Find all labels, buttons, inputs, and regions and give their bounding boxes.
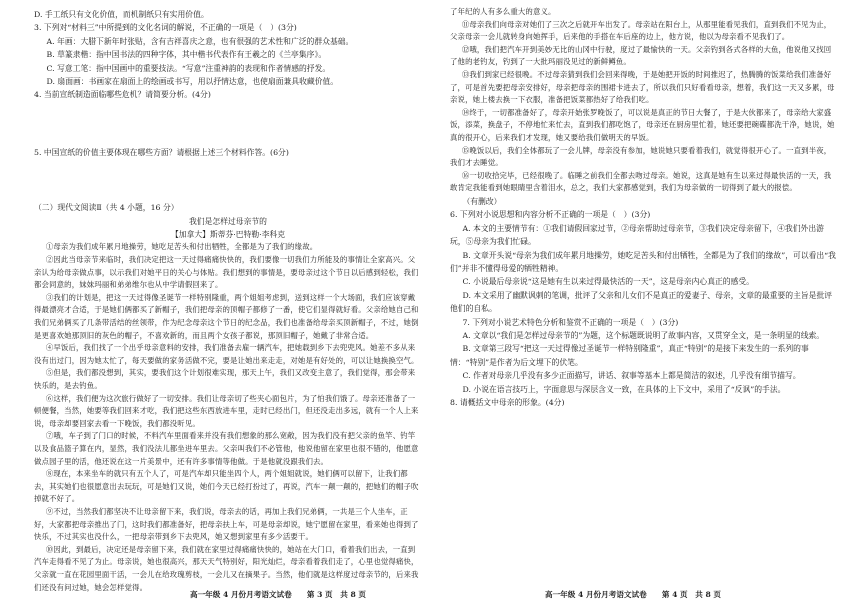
q6-stem: 6. 下列对小说思想和内容分析不正确的一项是（ ）(3分) <box>450 210 651 220</box>
q3-option-a: A. 年画：大腊下新年时张贴，含有吉祥喜庆之意，也有很强的艺术性和广泛的群众基础。 <box>46 36 354 46</box>
story-paragraph: ⑮晚饭以后，我们全体都玩了一会儿牌，母亲没有参加，她说她只要看着我们，就觉得很开心了。一直到半夜，我们才去睡觉。 <box>450 145 832 168</box>
story-paragraph: ③我们的计划是，把这一天过得像圣诞节一样特别隆重，两个姐姐考虑到，送到这样一个大场面，我们应该穿戴得最漂亮才合适，于是她们俩都买了新帽子，我们把母亲的顶帽子都修了一番，使它们显得就好看。父亲给她自己和我们兄弟俩买了几条带活结的丝领带，作为纪念母亲这个节日的纪念品，我们也准备给母亲买顶新帽子，不过，她倒是更喜欢她那顶旧的灰色的帽子，不喜欢新的，而且两个女孩子都说，那顶旧帽子，她戴了非常合适。 <box>34 292 419 340</box>
story-paragraph: ①母亲为我们成年累月地操劳，她吃足苦头和付出牺牲，全都是为了我们的缘故。 <box>45 242 318 252</box>
edit-note: （有删改） <box>462 196 502 206</box>
q8-stem: 8. 请概括文中母亲的形象。(4分) <box>450 398 565 407</box>
q6-option-c: C. 小说最后母亲说“这是她有生以来过得最快活的一天”，这是母亲内心真正的感受。 <box>462 277 754 287</box>
story-paragraph: ⑨不过，当然我们都坚决不让母亲留下来，我们说，母亲去的话，再加上我们兄弟俩，一共是三个人坐车，正好，大家都把母亲推出了门，这时我们都准备好，把母亲扶上车，可是母亲却说，她宁愿留在家里，看来她也得到了快乐，不过其实也没什么，一把母亲带到乡下去兜风，她又想到家里有多少活要干。 <box>34 506 419 542</box>
q2-option-d: D. 手工纸只有文化价值，而机制纸只有实用价值。 <box>34 10 209 19</box>
q3-option-c: C. 写意工笔：指中国画中的重要技法。“写意”注重神韵的表现和作者情感的抒发。 <box>46 63 331 73</box>
q5-stem: 5. 中国宣纸的价值主要体现在哪些方面？请根据上述三个材料作答。(6分) <box>34 147 289 157</box>
page-footer: 高一年级 4 月份月考语文试卷 第 3 页 共 8 页 <box>190 590 366 599</box>
story-paragraph: ⑧现在，本来坐车的就只有五个人了，可是汽车却只能坐四个人，两个姐姐就说，她们俩可以留下，让我们都去，其实她们也很愿意出去玩玩，可是她们又说，她们今天已经打扮过了，再说，汽车一颠一颠的，把她们的帽子吹掉就不好了。 <box>34 469 419 504</box>
story-paragraph: ⑯一切收拾完毕，已经很晚了。临睡之前我们全都去吻过母亲。她说，这真是她有生以来过得最快活的一天，我敢肯定我能看到她眼睛里含着泪水，总之，我们大家都感觉到，我们为母亲做的一切得到了最大的报偿。 <box>450 170 832 193</box>
section-heading: （二）现代文阅读Ⅱ（共 4 小题，16 分） <box>34 203 179 213</box>
story-author: 【加拿大】斯蒂芬·巴特勒·李科克 <box>170 230 286 240</box>
q7-option-d: D. 小说在语言技巧上，字面意思与深层含义一致，在具体的上下文中，采用了“反讽”的手法。 <box>462 384 786 394</box>
exam-page-4 <box>430 0 860 608</box>
q6-option-d: D. 本文采用了幽默讽刺的笔调，批评了父亲和儿女们不是真正的爱妻子、母亲，文章的最重要的主旨是批评他们的自私。 <box>450 290 833 314</box>
story-paragraph: ⑫哦，我们把汽车开到美妙无比的山冈中行驶，度过了最愉快的一天。父亲钓到各式各样的大鱼，他说他又找回了他的老钓友，钓到了一大批玛丽没见过的新鲜鳟鱼。 <box>450 44 832 67</box>
q6-option-b: B. 文章开头说“母亲为我们成年累月地操劳，她吃足苦头和付出牺牲，全都是为了我们的缘故”，可以看出“我们”并非不懂得母爱的牺牲精神。 <box>450 250 836 273</box>
story-title: 我们是怎样过母亲节的 <box>189 216 267 226</box>
q3-option-d: D. 扇面画：书画家在扇面上的绘画或书写，用以抒情达意，也使扇面兼具收藏价值。 <box>46 77 339 87</box>
q4-stem: 4. 当前宣纸制造面临哪些危机？请简要分析。(4分) <box>34 90 211 100</box>
q7-stem: 7. 下列对小说艺术特色分析和鉴赏不正确的一项是（ ）(3分) <box>462 317 679 327</box>
page-footer: 高一年级 4 月份月考语文试卷 第 4 页 共 8 页 <box>545 590 721 599</box>
q7-option-b: B. 文章第三段写“把这一天过得像过圣诞节一样特别隆重”，真正“特别”的是接下来发生的一系列的事情：“特别”是作者为后文埋下的伏笔。 <box>450 344 809 367</box>
story-paragraph: ⑩因此，到最后，决定还是母亲留下来，我们就在家里过得痛痛快快的，她站在大门口，看着我们出去，一直到汽车走得看不见了为止。母亲说，她也很高兴，那天天气特别好，阳光灿烂，母亲看着我们走了，心里也觉得痛快，父亲就一直在花园里面干活，一会儿在给玫瑰剪枝，一会儿又在摘果子。当然，他们就是这样度过母亲节的，后来我们还没有问过她，她会怎样觉得。 <box>34 544 419 592</box>
story-continuation: 了年纪的人有多么重大的意义。 <box>450 7 556 16</box>
q3-stem: 3. 下列对“材料三”中所提到的文化名词的解说，不正确的一项是（ ）(3分) <box>34 23 297 33</box>
q7-option-c: C. 作者对母亲几乎没有多少正面描写，讲话、叙事等基本上都是简洁的叙述，几乎没有细节描写。 <box>462 371 801 381</box>
story-paragraph: ②因此当母亲节来临时，我们决定把这一天过得痛痛快快的，我们要像一切我们力所能及的事情让全家高兴。父亲认为给母亲做点事，以示我们对她平日的关心与体贴。我们想到的事情是，要母亲过这个节日以后感到轻松，我们都会同意的，妹妹玛丽和弟弟维尔也从中学请假回来了。 <box>34 255 419 290</box>
story-paragraph: ⑤但是，我们都没想到，其实，要我们这个计划很难实现，那天上午，我们又改变主意了，我们觉得，那会带来快乐的，是去钓鱼。 <box>34 368 416 390</box>
q3-option-b: B. 草篆隶楷：指中国书法的四种字体，其中楷书代表作有王羲之的《兰亭集序》。 <box>46 50 327 60</box>
story-paragraph: ⑥这样，我们便为这次旅行做好了一切安排。我们让母亲切了些夹心面包片，为了怕我们饿了。母亲还准备了一顿便餐，当然，她要等我们回来才吃，我们把这些东西放进车里，走时已经出门，但还没走出多远，就有一个人上来说，母亲却要回家去看一下晚饭，我们都没听见。 <box>34 393 419 428</box>
q7-option-a: A. 文章以“我们是怎样过母亲节的”为题，这个标题既说明了故事内容，又贯穿全文，是一条明显的线索。 <box>462 330 825 340</box>
q6-option-a: A. 本文的主要情节有：①我们请假回家过节，②母亲帮助过母亲节，③我们决定母亲留下，④我们外出游玩，⑤母亲为我们忙碌。 <box>450 223 824 247</box>
story-paragraph: ⑬我们到家已经很晚。不过母亲猜到我们会回来得晚，于是她把开饭的时间推迟了，热腾腾的饭菜给我们准备好了，可是首先要把母亲安排好，母亲把母亲的围裙卡进去了，所以我们只好看看母亲，想着，我们这一天又多累，母亲说，她上楼去换一下衣服，准备把饭菜都热好了给我们吃。 <box>450 69 835 105</box>
story-paragraph: ⑦哦，车子到了门口的时候，不料汽车里面看来并没有我们想象的那么宽敞，因为我们没有把父亲的鱼竿、钓竿以及食品篮子算在内，显然，我们没法儿都坐进车里去。父亲叫我们不必管他，他说他留在家里也很不错的，他愿意做点园子里的活，他还说在这一片美景中，还有许多事情等他做。于是他就没跟我们去。 <box>34 431 419 466</box>
story-paragraph: ⑪母亲我们向母亲对她们了三次之后就开车出发了。母亲站在阳台上，从那里能看见我们，直到我们不见为止，父亲母亲一会儿就转身向她挥手，后来他的手搭在车后座的边上，他方说，他以为母亲看不见我们了。 <box>450 19 832 42</box>
story-paragraph: ⑭终于，一切都准备好了，母亲开始张罗晚饭了，可以说是真正的节日大餐了，于是大伙都来了，母亲给大家盛饭，添菜，换盘子，不停地忙来忙去，直到我们都吃饱了，母亲还在厨房里忙着，她还要把碗碟都洗干净，她说，她真的很开心，后来我们才发现，她又要给我们做明天的早饭。 <box>450 107 835 142</box>
story-paragraph: ④早饭后，我们找了一个出乎母亲意料的安排，我们准备去雇一辆汽车，把她载到乡下去兜兜风。她差不多从来没有出过门，因为她太忙了，每天要做的家务活做不完，要是让她出来走走，对她是有好处的，可以让她换换空气。 <box>34 343 419 365</box>
